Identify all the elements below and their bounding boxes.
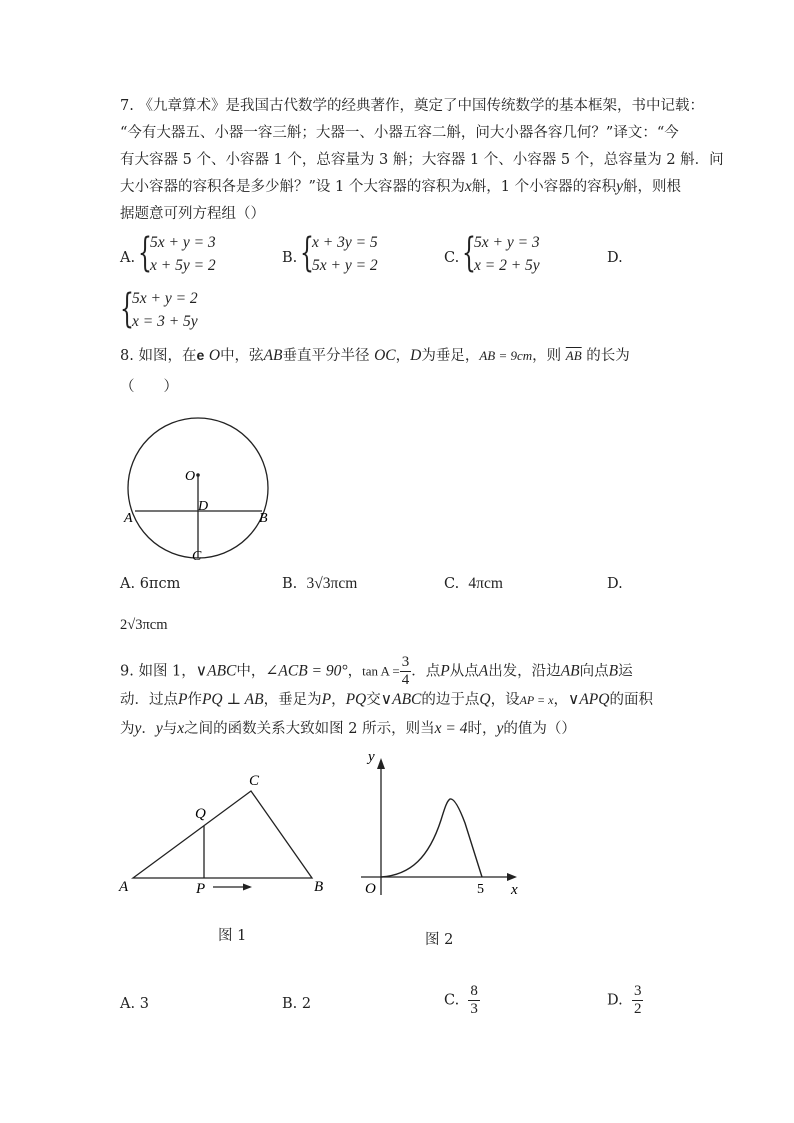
q9-var-P-2: P	[178, 691, 188, 708]
q9-l2-d: ，	[331, 692, 346, 708]
q9-option-d-label: D.	[607, 992, 623, 1009]
q9-perpendicular: PQ ⊥ AB	[201, 691, 264, 708]
q9-figure-1-triangle	[115, 765, 335, 900]
q7-option-b-eq2: 5x + y = 2	[312, 257, 378, 274]
q9-x-equals-4: x = 4	[434, 720, 468, 737]
label-B: B	[259, 511, 268, 526]
q8-stem-f: ，则	[532, 348, 562, 364]
q9-l1-h: 运	[618, 663, 633, 680]
q9-l3-b: ．	[141, 721, 156, 737]
q8-ab-length: AB = 9cm	[479, 348, 533, 363]
label-A: A	[124, 511, 133, 526]
q9-l2-f: 的边于点	[421, 692, 480, 708]
q9-option-c-numerator: 8	[470, 983, 478, 999]
q8-var-D: D	[410, 347, 422, 364]
q9-l1-d: ．点	[411, 663, 441, 680]
q7-option-c-eq2: x = 2 + 5y	[474, 257, 540, 274]
q8-var-OC: OC	[374, 347, 396, 364]
q9-l2-g: ，设	[490, 692, 520, 708]
arrow-right-icon	[243, 884, 252, 891]
q7-option-a-eq1: 5x + y = 3	[150, 234, 216, 251]
q9-l2-a: 动．过点	[120, 692, 178, 708]
q9-var-y-3: y	[496, 720, 504, 737]
q9-AP-equals-x: AP = x	[519, 693, 554, 707]
q7-option-b-system[interactable]	[300, 230, 420, 278]
q9-l1-a: 9. 如图 1，	[120, 663, 196, 680]
q8-stem-c: 垂直平分半径	[282, 348, 370, 364]
label-C: C	[192, 549, 202, 564]
q9-l3-e: 时，	[467, 721, 497, 737]
q8-option-b-value: 3√3πcm	[306, 575, 358, 592]
q9-line-1	[120, 654, 633, 689]
q9-l2-b: 作	[187, 692, 202, 708]
q8-stem-d: ，	[395, 348, 411, 364]
q7-option-c-system[interactable]	[462, 230, 582, 278]
q9-var-P-3: P	[321, 691, 332, 708]
q9-var-Q: Q	[479, 691, 491, 708]
q7-line-4-b: 斛，1 个小容器的容积	[471, 179, 617, 195]
q9-l3-a: 为	[120, 721, 135, 737]
q8-stem-b: 中，弦	[220, 348, 264, 364]
q9-l1-c: ，	[347, 663, 363, 680]
fig2-label-O: O	[365, 881, 376, 897]
q9-line-2	[120, 690, 653, 710]
q9-l2-i: 的面积	[609, 692, 653, 708]
q9-l1-g: 向点	[579, 663, 609, 680]
brace-icon: {	[462, 230, 476, 276]
q9-l2-c: ，垂足为	[263, 692, 322, 708]
q7-option-d-system[interactable]	[120, 286, 240, 334]
q7-option-b-label[interactable]: B.	[282, 250, 298, 266]
fig1-label-B: B	[314, 879, 324, 895]
q8-stem-g: 的长为	[586, 348, 630, 364]
q8-option-c-value: 4πcm	[468, 575, 503, 592]
q9-tan-denominator: 4	[401, 672, 410, 688]
q8-option-b-label: B.	[282, 576, 298, 592]
q7-option-a-eq2: x + 5y = 2	[150, 257, 216, 274]
fig1-label-A: A	[119, 879, 129, 895]
label-D: D	[198, 499, 209, 514]
circle-symbol: e	[196, 347, 205, 363]
q9-l3-f: 的值为（）	[503, 721, 576, 737]
fig1-label-Q: Q	[195, 806, 206, 822]
q7-line-4-a: 大小容器的容积各是多少斛？”设 1 个大容器的容积为	[120, 179, 465, 195]
q9-l3-c: 与	[162, 721, 178, 737]
q9-triangle-ABC: ∨ABC	[195, 662, 237, 680]
q9-figure-2-caption: 图 2	[425, 932, 454, 948]
q9-var-x: x	[177, 720, 185, 737]
q7-line-1: 7. 《九章算术》是我国古代数学的经典著作，奠定了中国传统数学的基本框架，书中记载：	[120, 98, 704, 114]
label-O: O	[185, 469, 196, 484]
q9-var-B: B	[608, 662, 619, 680]
q7-option-c-label[interactable]: C.	[444, 250, 460, 266]
q7-var-y: y	[616, 178, 623, 195]
q9-var-P: P	[440, 662, 450, 680]
q9-tan-fraction	[400, 654, 412, 689]
center-point	[196, 473, 200, 477]
q7-line-2: “今有大器五、小器一容三斛；大器一、小器五容二斛，问大小器各容几何？”译文：“今	[120, 125, 679, 141]
q9-figure-2-graph	[355, 745, 530, 905]
fig2-label-5: 5	[477, 882, 484, 897]
q8-option-d-label[interactable]: D.	[607, 576, 623, 592]
q9-l2-h: ，	[553, 692, 568, 708]
q9-triangle-APQ: ∨APQ	[567, 691, 610, 708]
q9-option-d-denominator: 2	[633, 1001, 642, 1017]
q9-option-d[interactable]	[607, 983, 643, 1018]
q9-triangle-ABC-2: ∨ABC	[380, 691, 422, 708]
triangle-ABC	[133, 791, 312, 878]
q8-stem	[120, 345, 630, 366]
q8-option-c-label: C.	[444, 576, 460, 592]
q9-option-c-denominator: 3	[470, 1001, 478, 1017]
q9-angle-ACB: ∠ACB = 90°	[265, 662, 348, 680]
q7-option-a-system[interactable]	[138, 230, 258, 278]
q8-stem-e: 为垂足，	[421, 348, 480, 364]
q8-stem-a: 8. 如图，在	[120, 348, 197, 364]
q9-l2-e: 交	[366, 692, 381, 708]
q9-option-c-fraction	[468, 983, 480, 1018]
q7-line-4	[120, 177, 681, 197]
q9-option-c[interactable]	[444, 983, 480, 1018]
q7-option-d-label[interactable]: D.	[607, 250, 623, 266]
q9-var-y: y	[134, 720, 142, 737]
q9-l1-e: 从点	[449, 663, 479, 680]
q7-line-5: 据题意可列方程组（）	[120, 206, 265, 222]
q7-line-4-c: 斛，则根	[622, 179, 681, 195]
q7-var-x: x	[464, 178, 472, 195]
q9-l3-d: 之间的函数关系大致如图 2 所示，则当	[184, 721, 435, 737]
q9-option-b[interactable]: B. 2	[282, 996, 312, 1012]
q7-option-d-eq2: x = 3 + 5y	[132, 313, 198, 330]
q7-option-a-label[interactable]: A.	[120, 250, 136, 266]
q8-paren: （ ）	[120, 379, 178, 395]
q9-var-y-2: y	[155, 720, 163, 737]
q7-option-c-eq1: 5x + y = 3	[474, 234, 540, 251]
q9-l1-f: 出发，沿边	[488, 663, 561, 680]
q7-option-b-eq1: x + 3y = 5	[312, 234, 378, 251]
brace-icon: {	[120, 286, 134, 332]
q9-l1-b: 中，	[236, 663, 266, 680]
brace-icon: {	[138, 230, 152, 276]
q8-option-a[interactable]: A. 6πcm	[120, 576, 181, 592]
brace-icon: {	[300, 230, 314, 276]
q9-option-d-fraction	[632, 983, 644, 1018]
q8-arc-AB: $\overline{AB}$	[565, 348, 582, 363]
q9-var-A: A	[478, 662, 489, 680]
function-curve	[381, 799, 482, 877]
q9-var-PQ: PQ	[345, 691, 367, 708]
q8-var-AB: AB	[263, 347, 283, 364]
q9-figure-1-caption: 图 1	[218, 928, 247, 944]
q8-option-d-value[interactable]: 2√3πcm	[120, 617, 168, 633]
x-axis-arrow-icon	[507, 873, 517, 881]
q8-circle-figure	[120, 412, 280, 572]
q9-option-c-label: C.	[444, 992, 460, 1009]
fig2-label-x: x	[511, 882, 518, 898]
q9-option-d-numerator: 3	[633, 983, 642, 999]
q9-tan-numerator: 3	[401, 654, 410, 670]
q9-var-AB: AB	[560, 662, 580, 680]
q8-option-c[interactable]	[444, 574, 503, 594]
q8-var-O: O	[208, 347, 221, 364]
y-axis-arrow-icon	[377, 758, 385, 769]
fig1-label-P: P	[196, 881, 206, 897]
fig1-label-C: C	[249, 773, 260, 789]
q7-line-3: 有大容器 5 个、小容器 1 个，总容量为 3 斛；大容器 1 个、小容器 5 个，总容量为 2 斛．问	[120, 152, 724, 168]
fig2-label-y: y	[368, 749, 375, 765]
q8-option-b[interactable]	[282, 574, 357, 594]
q9-option-a[interactable]: A. 3	[120, 996, 149, 1012]
q9-tan-A: tan A =	[362, 663, 400, 679]
q9-line-3	[120, 719, 576, 739]
q7-option-d-eq1: 5x + y = 2	[132, 290, 198, 307]
